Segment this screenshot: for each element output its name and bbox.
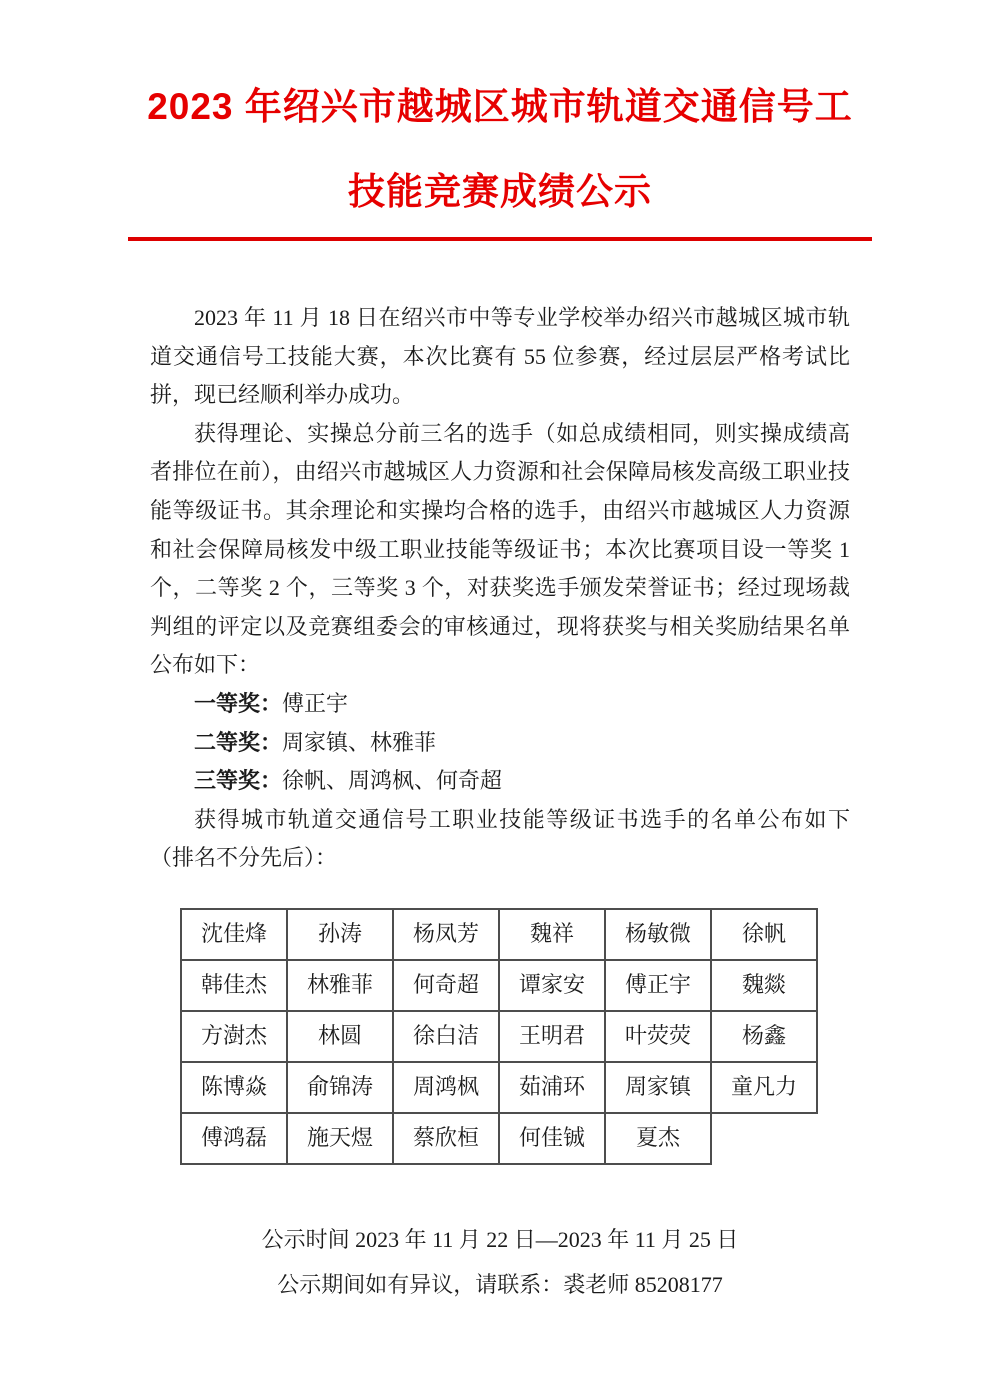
table-cell: 杨敏微 bbox=[605, 909, 711, 960]
table-cell: 韩佳杰 bbox=[181, 960, 287, 1011]
table-cell: 徐白洁 bbox=[393, 1011, 499, 1062]
table-cell: 叶荧荧 bbox=[605, 1011, 711, 1062]
table-cell: 魏祥 bbox=[499, 909, 605, 960]
table-cell: 方澍杰 bbox=[181, 1011, 287, 1062]
paragraph-intro: 2023 年 11 月 18 日在绍兴市中等专业学校举办绍兴市越城区城市轨道交通信号工技能大赛，本次比赛有 55 位参赛，经过层层严格考试比拼，现已经顺利举办成功。 bbox=[150, 305, 850, 408]
award-names-first: 傅正宇 bbox=[282, 691, 349, 717]
paragraph-certificate-list-intro: 获得城市轨道交通信号工职业技能等级证书选手的名单公布如下（排名不分先后）： bbox=[150, 806, 850, 871]
table-cell: 谭家安 bbox=[499, 960, 605, 1011]
page-title-line2: 技能竞赛成绩公示 bbox=[348, 170, 652, 212]
footer-contact-info: 公示期间如有异议，请联系：裘老师 85208177 bbox=[277, 1272, 723, 1297]
table-cell: 茹浦环 bbox=[499, 1062, 605, 1113]
table-row bbox=[181, 1062, 817, 1113]
table-cell: 俞锦涛 bbox=[287, 1062, 393, 1113]
table-cell: 孙涛 bbox=[287, 909, 393, 960]
title-divider-rule bbox=[128, 237, 872, 241]
award-label-second: 二等奖： bbox=[194, 729, 283, 755]
table-row bbox=[181, 960, 817, 1011]
table-cell: 陈博焱 bbox=[181, 1062, 287, 1113]
table-cell: 王明君 bbox=[499, 1011, 605, 1062]
table-cell: 何佳铖 bbox=[499, 1113, 605, 1164]
winners-name-table bbox=[180, 908, 818, 1165]
paragraph-rules: 获得理论、实操总分前三名的选手（如总成绩相同，则实操成绩高者排位在前），由绍兴市越城区人力资源和社会保障局核发高级工职业技能等级证书。其余理论和实操均合格的选手，由绍兴市越城区人力资源和社会保障局核发中级工职业技能等级证书；本次比赛项目设一等奖 1 个，二等奖 2 个，三等奖 3 个，对获奖选手颁发荣誉证书；经过现场裁判组的评定以及竞赛组委会的审核通过，现将获奖与相关奖励结果名单公布如下： bbox=[150, 420, 850, 678]
table-cell: 沈佳烽 bbox=[181, 909, 287, 960]
table-cell: 童凡力 bbox=[711, 1062, 817, 1113]
table-row bbox=[181, 1011, 817, 1062]
award-line-third bbox=[150, 762, 850, 801]
table-cell: 周鸿枫 bbox=[393, 1062, 499, 1113]
table-cell: 杨鑫 bbox=[711, 1011, 817, 1062]
page-title-line1: 2023 年绍兴市越城区城市轨道交通信号工 bbox=[147, 86, 853, 127]
table-cell: 徐帆 bbox=[711, 909, 817, 960]
document-body bbox=[150, 299, 850, 1307]
table-cell: 施天煜 bbox=[287, 1113, 393, 1164]
page-title bbox=[0, 86, 1000, 213]
table-cell: 林圆 bbox=[287, 1011, 393, 1062]
table-cell: 傅鸿磊 bbox=[181, 1113, 287, 1164]
award-line-second bbox=[150, 724, 850, 763]
award-names-second: 周家镇、林雅菲 bbox=[282, 729, 437, 755]
award-names-third: 徐帆、周鸿枫、何奇超 bbox=[282, 768, 503, 794]
award-label-third: 三等奖： bbox=[194, 768, 283, 794]
table-cell: 林雅菲 bbox=[287, 960, 393, 1011]
footer-publicity-period: 公示时间 2023 年 11 月 22 日—2023 年 11 月 25 日 bbox=[261, 1227, 739, 1252]
table-cell: 何奇超 bbox=[393, 960, 499, 1011]
table-cell: 傅正宇 bbox=[605, 960, 711, 1011]
table-row bbox=[181, 1113, 817, 1164]
table-cell: 周家镇 bbox=[605, 1062, 711, 1113]
table-row bbox=[181, 909, 817, 960]
table-cell: 夏杰 bbox=[605, 1113, 711, 1164]
table-cell: 蔡欣桓 bbox=[393, 1113, 499, 1164]
award-line-first bbox=[150, 685, 850, 724]
footer bbox=[150, 1217, 850, 1307]
table-cell: 魏燚 bbox=[711, 960, 817, 1011]
table-cell: 杨凤芳 bbox=[393, 909, 499, 960]
award-label-first: 一等奖： bbox=[194, 691, 283, 717]
